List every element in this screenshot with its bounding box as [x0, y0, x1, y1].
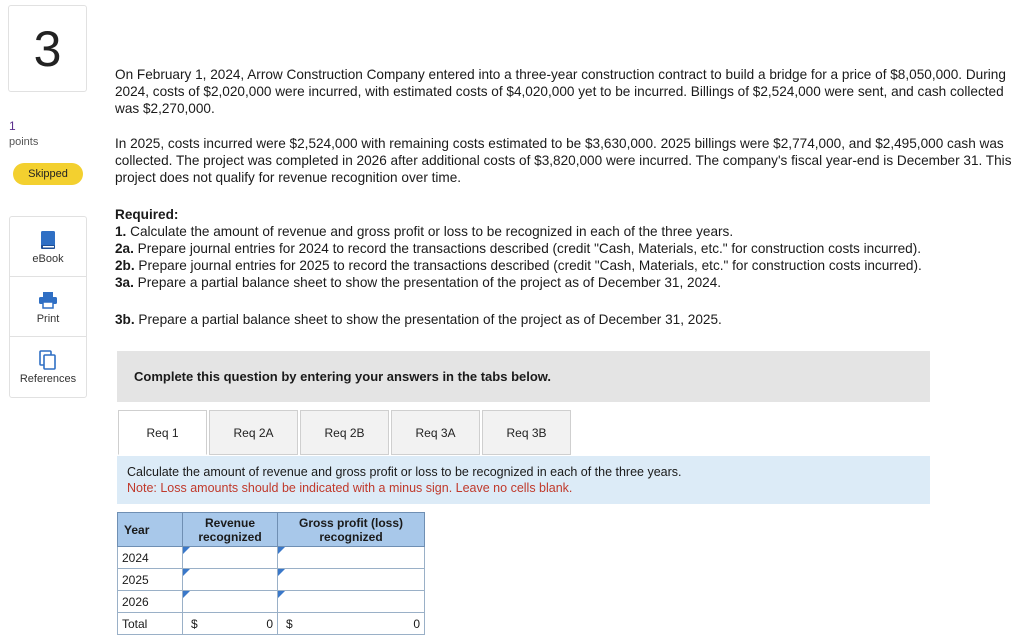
tab-req-3b[interactable]: Req 3B: [482, 410, 571, 455]
currency-symbol: $: [286, 616, 293, 631]
instruction-banner: Complete this question by entering your answers in the tabs below.: [117, 351, 930, 402]
gross-profit-input-2025[interactable]: [278, 571, 424, 589]
required-item-2a: [115, 240, 1020, 257]
question-number-box: [8, 5, 87, 92]
revenue-cell: [183, 569, 278, 591]
gross-profit-cell: [278, 569, 425, 591]
gross-profit-input-2026[interactable]: [278, 593, 424, 611]
revenue-input-2025[interactable]: [183, 571, 277, 589]
required-item-number: 1.: [115, 224, 127, 239]
total-label: Total: [118, 613, 183, 635]
required-item-2b: [115, 257, 1020, 274]
required-item-number: 2b.: [115, 258, 135, 273]
points-value: 1: [9, 119, 16, 133]
tool-panel: [9, 216, 87, 398]
tab-req-2a[interactable]: Req 2A: [209, 410, 298, 455]
instruction-text: Calculate the amount of revenue and gross profit or loss to be recognized in each of the three years.: [127, 465, 682, 479]
required-item-text: Prepare journal entries for 2025 to record the transactions described (credit "Cash, Materials, etc." for construction costs incurred).: [134, 258, 922, 273]
book-icon: [40, 229, 56, 251]
question-paragraph-2: In 2025, costs incurred were $2,524,000 with remaining costs estimated to be $3,630,000. 2025 billings were $2,774,000, and $2,495,000 cash was collected. The project was completed in 2026 after additional costs of $3,820,000 were incurred. The company's fiscal year-end is December 31. This project does not qualify for revenue recognition over time.: [115, 136, 1012, 185]
currency-symbol: $: [191, 616, 198, 631]
input-marker-icon: [278, 591, 285, 598]
ebook-button[interactable]: [10, 217, 86, 277]
required-item-1: [115, 223, 1020, 240]
ebook-label: eBook: [32, 252, 64, 265]
required-item-3a: [115, 274, 1020, 291]
total-revenue-cell: [183, 613, 278, 635]
header-revenue: Revenue recognized: [183, 513, 278, 547]
revenue-cell: [183, 591, 278, 613]
total-revenue-value: 0: [266, 616, 273, 631]
status-badge: Skipped: [13, 163, 83, 185]
header-gross-profit: Gross profit (loss) recognized: [278, 513, 425, 547]
required-item-number: 2a.: [115, 241, 134, 256]
header-year: Year: [118, 513, 183, 547]
total-gross-profit-value: 0: [413, 616, 420, 631]
question-number: 3: [33, 20, 62, 77]
tab-instructions: [117, 456, 930, 504]
revenue-input-2024[interactable]: [183, 549, 277, 567]
gross-profit-cell: [278, 547, 425, 569]
revenue-input-2026[interactable]: [183, 593, 277, 611]
tab-req-2b[interactable]: Req 2B: [300, 410, 389, 455]
print-label: Print: [36, 312, 60, 325]
input-marker-icon: [278, 547, 285, 554]
input-marker-icon: [278, 569, 285, 576]
table-row: [118, 591, 425, 613]
answer-table: [117, 512, 425, 635]
gross-profit-cell: [278, 591, 425, 613]
required-item-number: 3b.: [115, 312, 135, 327]
tab-req-1[interactable]: Req 1: [118, 410, 207, 455]
required-item-text: Calculate the amount of revenue and gross profit or loss to be recognized in each of the three years.: [126, 224, 734, 239]
instruction-note: Note: Loss amounts should be indicated with a minus sign. Leave no cells blank.: [127, 481, 573, 495]
input-marker-icon: [183, 591, 190, 598]
year-cell: 2025: [118, 569, 183, 591]
required-title: Required:: [115, 207, 179, 222]
references-button[interactable]: [10, 337, 86, 397]
year-cell: 2024: [118, 547, 183, 569]
input-marker-icon: [183, 569, 190, 576]
question-paragraph-1: On February 1, 2024, Arrow Construction Company entered into a three-year construction contract to build a bridge for a price of $8,050,000. During 2024, costs of $2,020,000 were incurred, with estimated costs of $4,020,000 yet to be incurred. Billings of $2,524,000 were sent, and cash collected was $2,270,000.: [115, 67, 1006, 116]
total-row: [118, 613, 425, 635]
year-cell: 2026: [118, 591, 183, 613]
table-row: [118, 547, 425, 569]
references-label: References: [19, 373, 77, 385]
revenue-cell: [183, 547, 278, 569]
points-label: points: [9, 136, 39, 148]
required-item-3b: [115, 311, 722, 328]
gross-profit-input-2024[interactable]: [278, 549, 424, 567]
required-item-text: Prepare a partial balance sheet to show the presentation of the project as of December 31, 2024.: [133, 275, 722, 290]
printer-icon: [38, 289, 58, 311]
references-icon: [39, 349, 57, 371]
tab-req-3a[interactable]: Req 3A: [391, 410, 480, 455]
required-item-text: Prepare a partial balance sheet to show the presentation of the project as of December 31, 2025.: [134, 312, 722, 327]
print-button[interactable]: [10, 277, 86, 337]
required-item-text: Prepare journal entries for 2024 to record the transactions described (credit "Cash, Materials, etc." for construction costs incurred).: [133, 241, 922, 256]
required-item-number: 3a.: [115, 275, 134, 290]
tab-bar: [118, 410, 573, 455]
input-marker-icon: [183, 547, 190, 554]
table-row: [118, 569, 425, 591]
required-section: [115, 206, 1020, 291]
question-body: [115, 66, 1015, 204]
total-gross-profit-cell: [278, 613, 425, 635]
